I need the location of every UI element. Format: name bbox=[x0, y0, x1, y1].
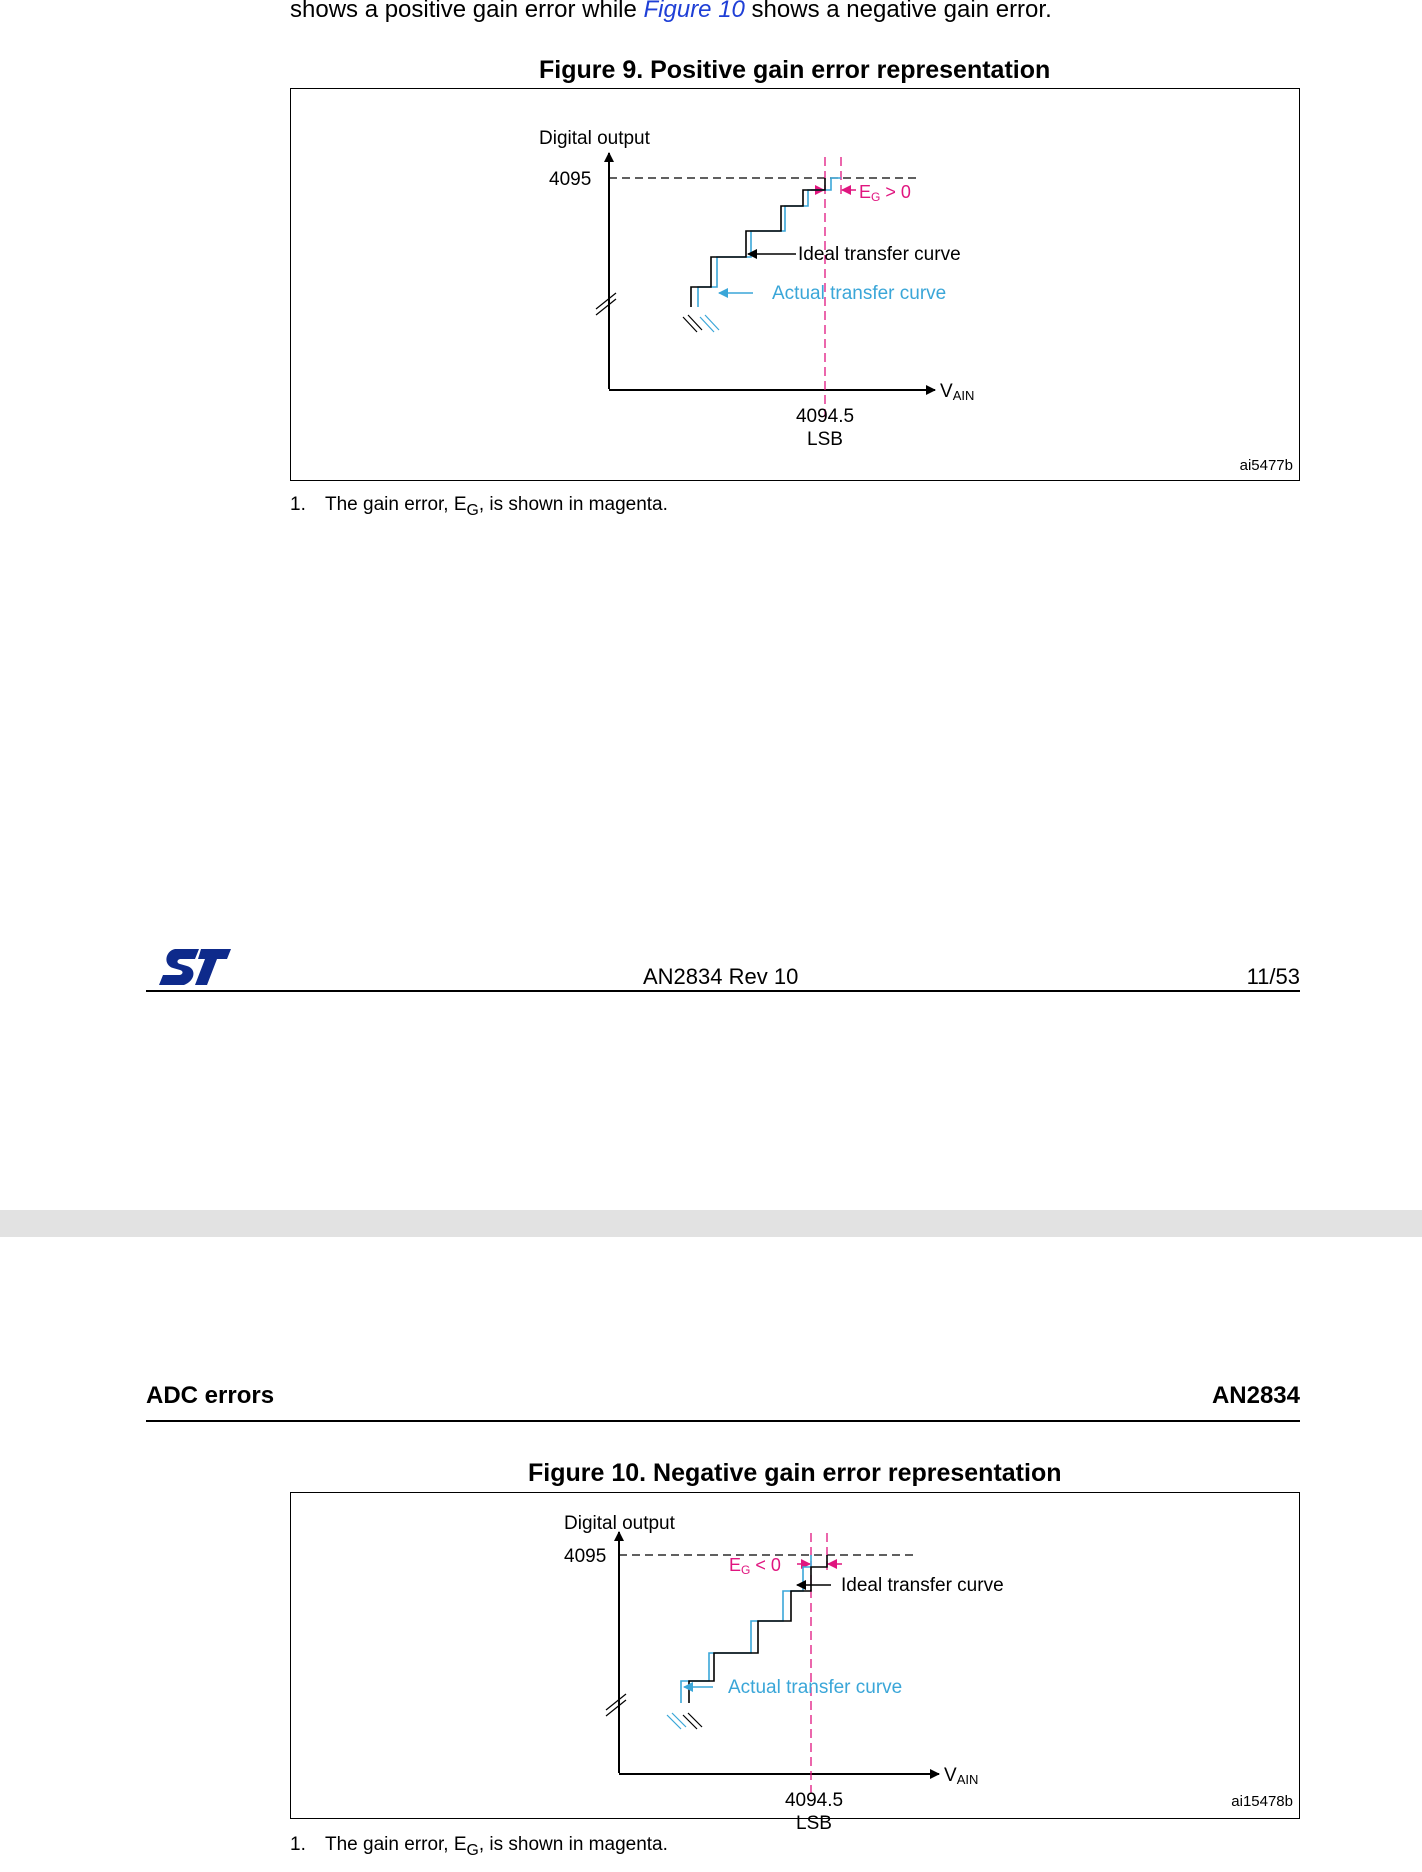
figure-10-box bbox=[290, 1492, 1300, 1834]
note-text: The gain error, E bbox=[325, 1834, 467, 1855]
y-max-label: 4095 bbox=[549, 169, 592, 190]
page-separator bbox=[0, 1210, 1422, 1237]
figure-9-box bbox=[290, 88, 1300, 481]
header-doc-name: AN2834 bbox=[1211, 1382, 1300, 1409]
footer-page-number: 11/53 bbox=[1246, 964, 1300, 989]
note-subscript: G bbox=[466, 501, 479, 519]
actual-curve-break bbox=[667, 1715, 681, 1729]
figure-9-id: ai5477b bbox=[1239, 457, 1293, 474]
figure-9-diagram bbox=[291, 89, 1301, 482]
figure-10-id: ai15478b bbox=[1231, 1793, 1293, 1810]
intro-text-end: shows a negative gain error. bbox=[744, 0, 1052, 23]
ideal-curve-label: Ideal transfer curve bbox=[841, 1575, 1004, 1596]
figure-10-title: Figure 10. Negative gain error representation bbox=[528, 1459, 1062, 1487]
x-tick-unit: LSB bbox=[796, 1813, 832, 1834]
note-number: 1. bbox=[290, 494, 306, 515]
figure-9-note bbox=[290, 494, 668, 520]
page-12 bbox=[0, 1237, 1422, 1872]
header-rule bbox=[146, 1420, 1300, 1422]
actual-curve-label: Actual transfer curve bbox=[772, 283, 947, 304]
header-section-title: ADC errors bbox=[146, 1382, 275, 1409]
footer-rule bbox=[146, 990, 1300, 992]
note-subscript: G bbox=[466, 1841, 479, 1859]
note-number: 1. bbox=[290, 1834, 306, 1855]
figure-10-diagram bbox=[291, 1493, 1301, 1834]
intro-paragraph bbox=[290, 0, 1052, 24]
figure-9-title: Figure 9. Positive gain error representation bbox=[539, 56, 1051, 84]
x-axis-label: VAIN bbox=[944, 1765, 979, 1787]
y-axis-label: Digital output bbox=[564, 1513, 675, 1534]
x-tick-value: 4094.5 bbox=[784, 1790, 844, 1811]
gain-error-label: EG < 0 bbox=[729, 1555, 781, 1577]
ideal-curve-break bbox=[683, 317, 697, 332]
note-text-end: , is shown in magenta. bbox=[478, 494, 668, 515]
gain-error-label: EG > 0 bbox=[859, 182, 911, 204]
ideal-curve-label: Ideal transfer curve bbox=[798, 244, 961, 265]
figure-10-link[interactable]: Figure 10 bbox=[643, 0, 745, 23]
footer-doc-ref: AN2834 Rev 10 bbox=[643, 964, 799, 989]
note-text: The gain error, E bbox=[325, 494, 467, 515]
st-logo-icon bbox=[157, 947, 231, 987]
actual-curve-break bbox=[705, 315, 719, 330]
x-axis-label: VAIN bbox=[940, 381, 975, 403]
y-axis-label: Digital output bbox=[539, 128, 650, 149]
x-tick-unit: LSB bbox=[807, 429, 843, 450]
x-tick-value: 4094.5 bbox=[795, 406, 855, 427]
figure-10-note bbox=[290, 1834, 668, 1860]
intro-text-start: shows a positive gain error while bbox=[290, 0, 644, 23]
y-max-label: 4095 bbox=[564, 1546, 607, 1567]
actual-curve-label: Actual transfer curve bbox=[728, 1677, 903, 1698]
ideal-curve-break bbox=[688, 1713, 702, 1727]
note-text-end: , is shown in magenta. bbox=[478, 1834, 668, 1855]
